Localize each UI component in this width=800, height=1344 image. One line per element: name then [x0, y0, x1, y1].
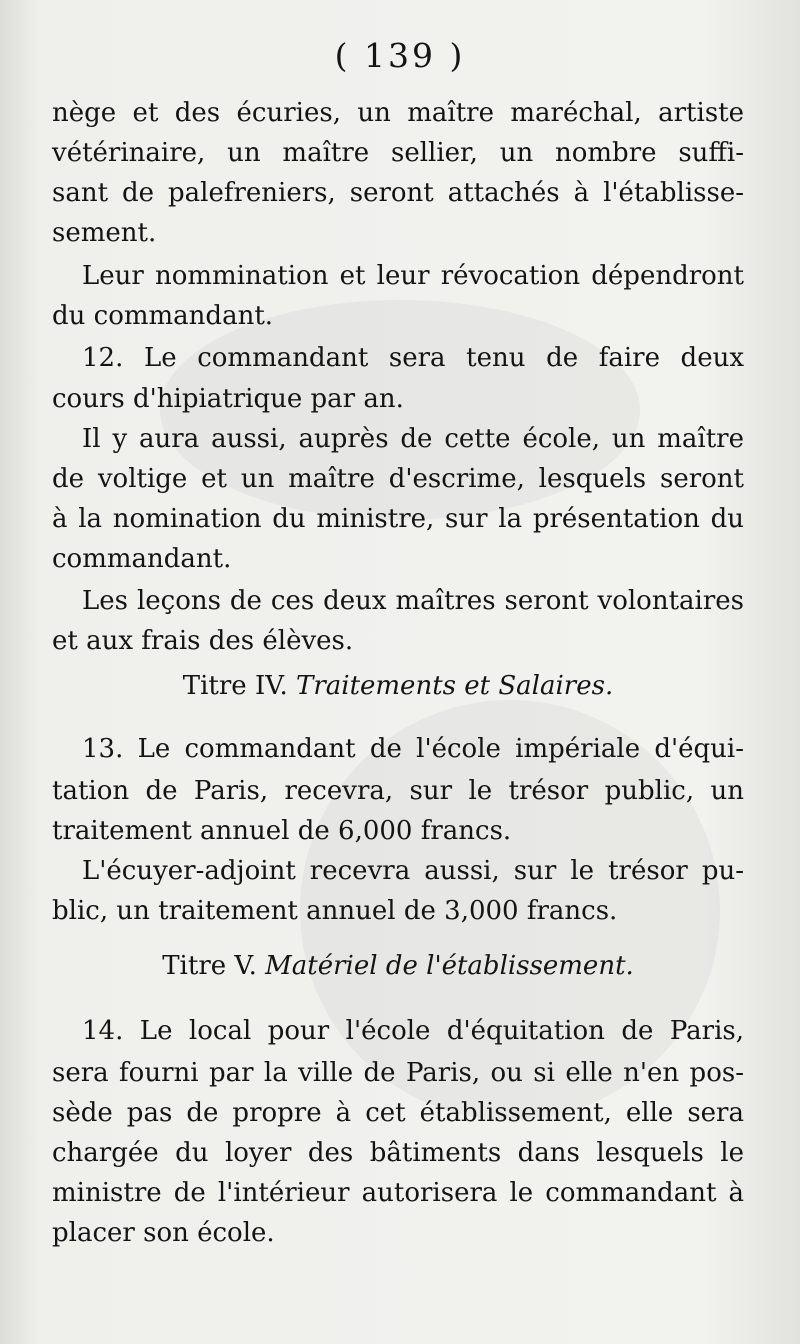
text-line: chargée du loyer des bâtiments dans lesquels le — [52, 1138, 744, 1168]
text-line: de voltige et un maître d'escrime, lesquels seront — [52, 464, 744, 494]
text-line: commandant. — [52, 544, 232, 574]
text-line: 13. Le commandant de l'école impériale d'équi- — [82, 734, 744, 764]
text-line: L'écuyer-adjoint recevra aussi, sur le trésor pu- — [82, 856, 744, 886]
text-line: du commandant. — [52, 301, 274, 331]
text-line: traitement annuel de 6,000 francs. — [52, 816, 512, 846]
section-heading-title: Matériel de l'établissement. — [265, 951, 634, 981]
page-number: ( 139 ) — [334, 36, 466, 75]
text-line: cours d'hipiatrique par an. — [52, 384, 404, 414]
text-line: sède pas de propre à cet établissement, elle sera — [52, 1098, 744, 1128]
section-heading-number: Titre IV. — [182, 671, 296, 701]
text-line: à la nomination du ministre, sur la présentation du — [52, 504, 744, 534]
text-line: blic, un traitement annuel de 3,000 francs. — [52, 896, 618, 926]
text-line: Leur nommination et leur révocation dépendront — [82, 261, 744, 291]
text-line: placer son école. — [52, 1218, 275, 1248]
text-line: ministre de l'intérieur autorisera le commandant à — [52, 1178, 744, 1208]
text-line: sement. — [52, 218, 157, 248]
text-line: sant de palefreniers, seront attachés à l'établisse- — [52, 178, 744, 208]
text-line: 12. Le commandant sera tenu de faire deux — [82, 343, 744, 373]
text-line: nège et des écuries, un maître maréchal, artiste — [52, 98, 744, 128]
section-heading — [52, 665, 744, 707]
section-heading-title: Traitements et Salaires. — [295, 671, 614, 701]
text-line: et aux frais des élèves. — [52, 626, 354, 656]
section-heading — [52, 945, 744, 987]
section-heading-number: Titre V. — [162, 951, 266, 981]
text-line: vétérinaire, un maître sellier, un nombre suffi- — [52, 138, 744, 168]
text-line: Il y aura aussi, auprès de cette école, un maître — [82, 424, 744, 454]
text-line: Les leçons de ces deux maîtres seront volontaires — [82, 586, 744, 616]
text-line: 14. Le local pour l'école d'équitation de Paris, — [82, 1016, 744, 1046]
text-line: sera fourni par la ville de Paris, ou si elle n'en pos- — [52, 1058, 744, 1088]
text-line: tation de Paris, recevra, sur le trésor public, un — [52, 776, 744, 806]
